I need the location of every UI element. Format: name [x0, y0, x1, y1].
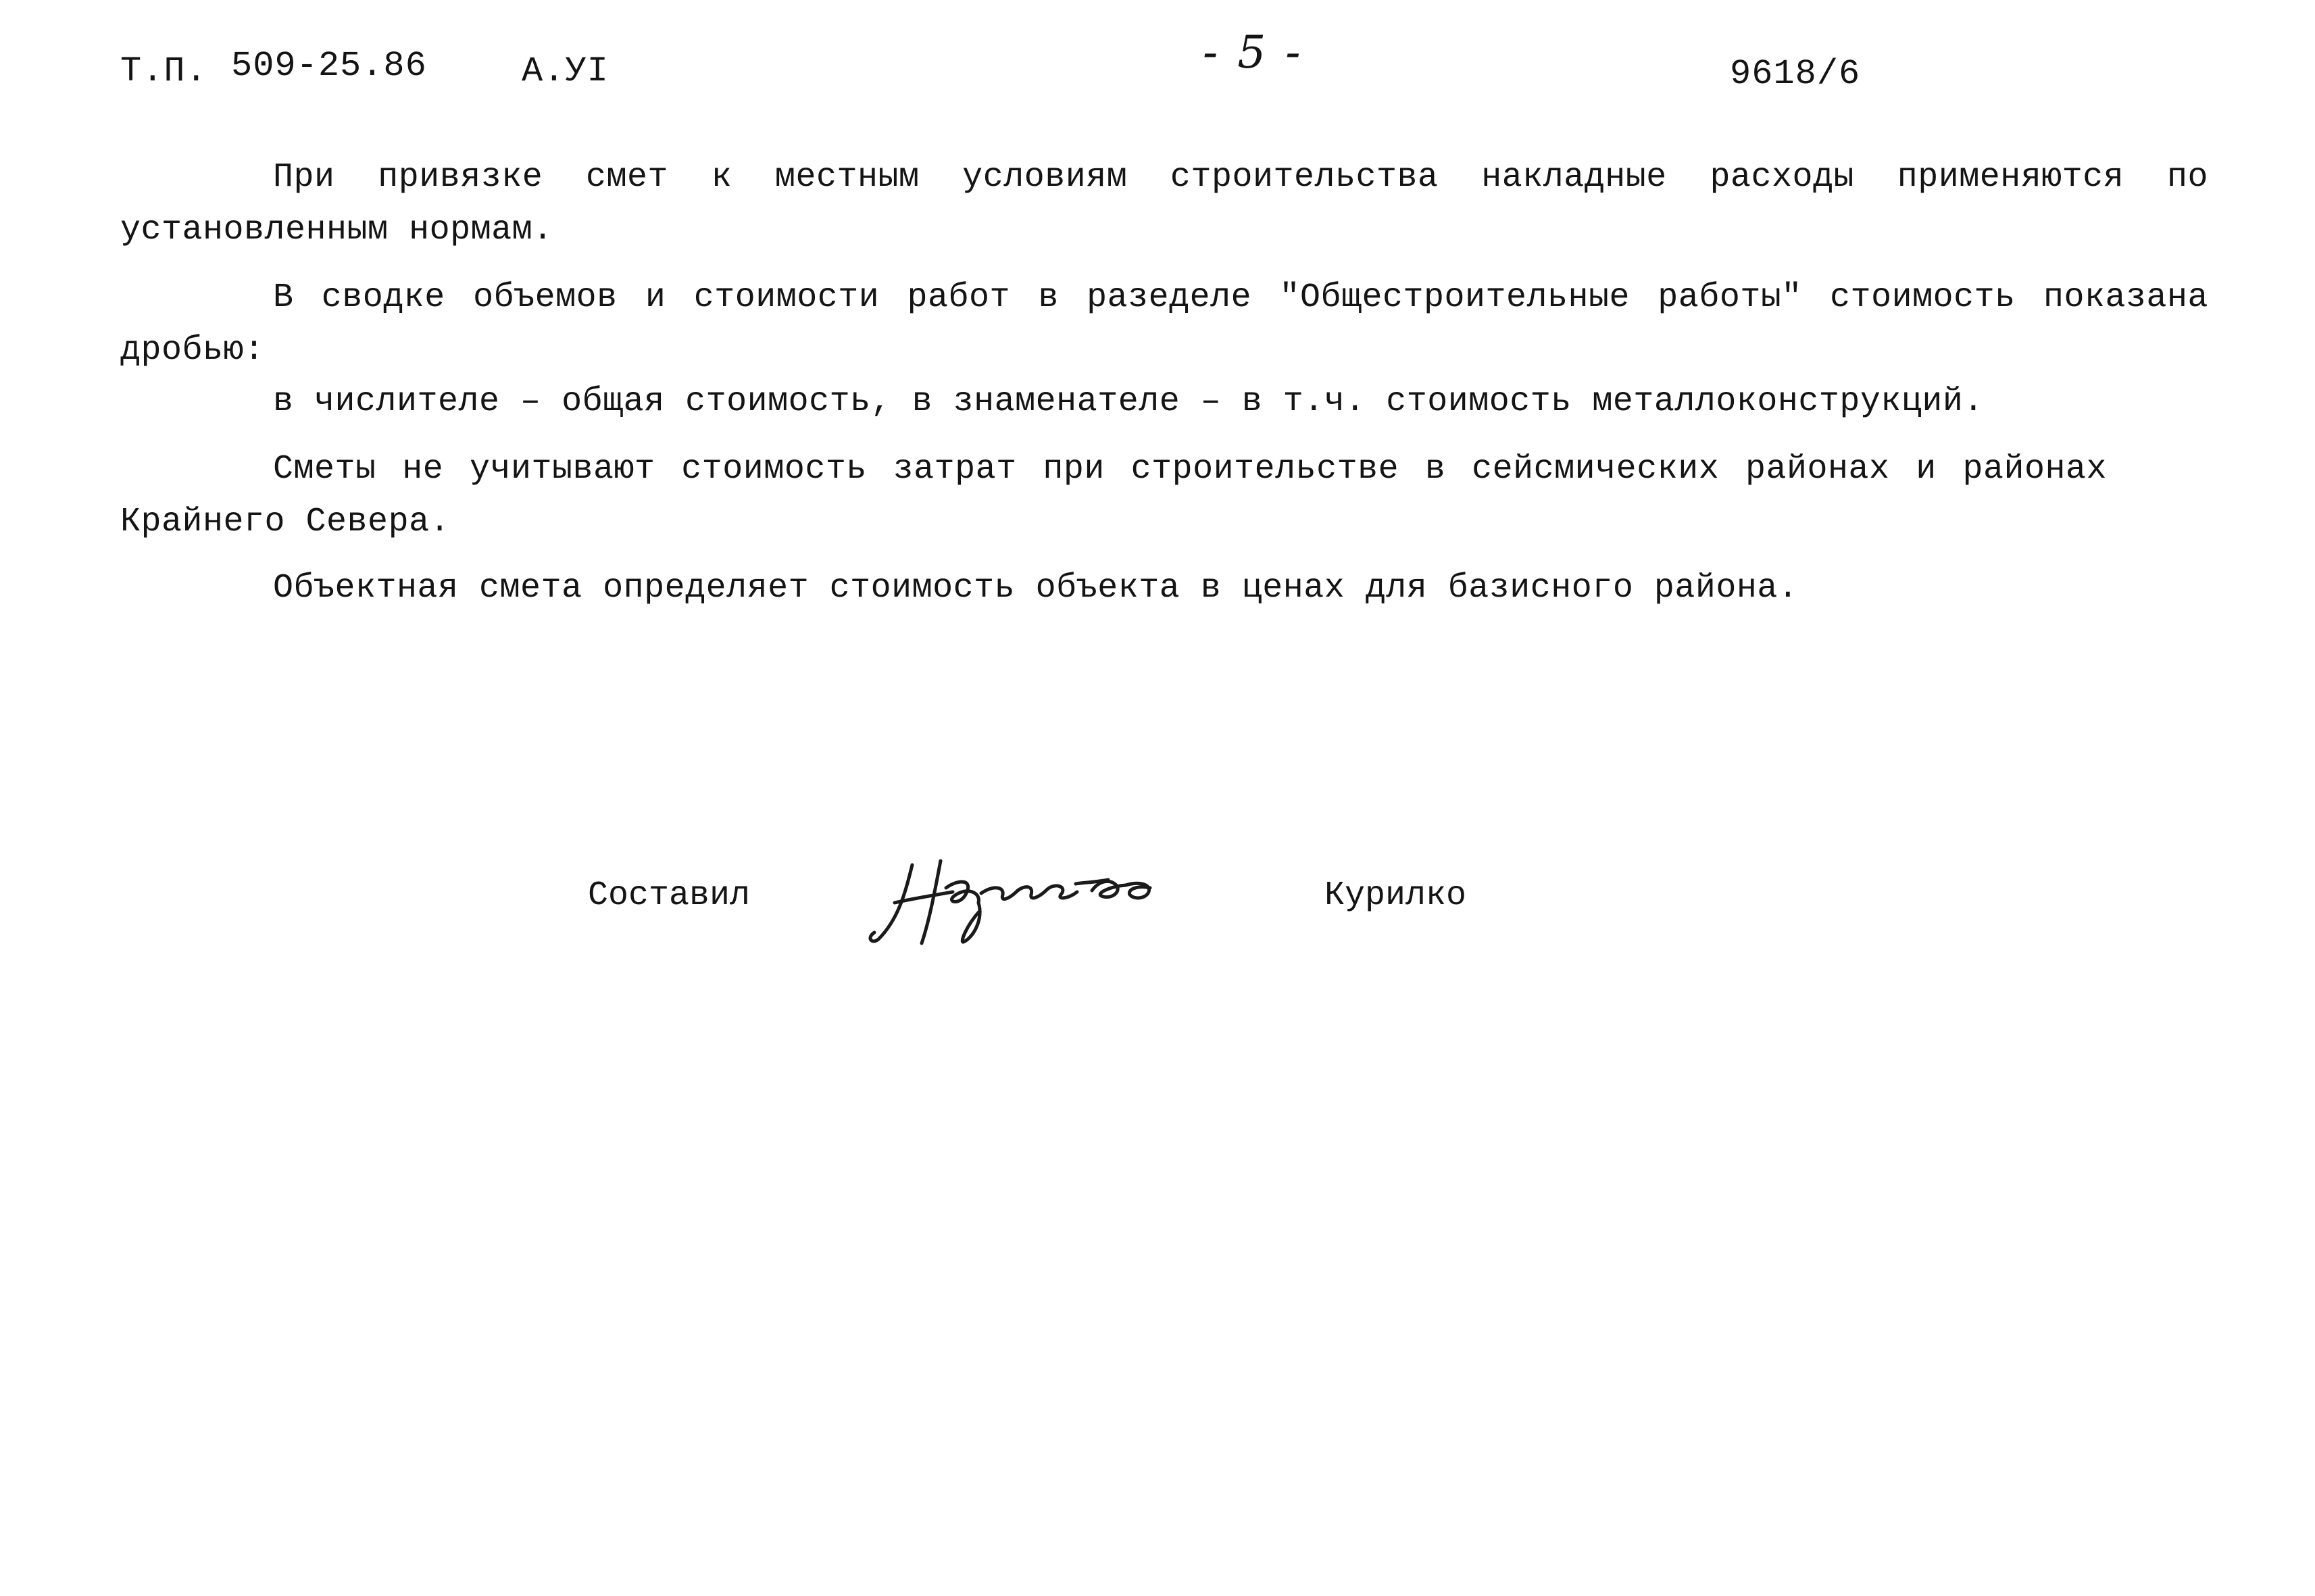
- paragraph-seismic-exclusion: Сметы не учитывают стоимость затрат при строительстве в сейсмических районах и районах Крайнего Севера.: [120, 450, 2107, 541]
- signature-label: Составил: [588, 876, 751, 915]
- signature-name: Курилко: [1324, 876, 1467, 915]
- paragraph-fraction-explanation: в числителе – общая стоимость, в знаменателе – в т.ч. стоимость металлоконструкций.: [273, 382, 1984, 421]
- paragraph-object-estimate: Объектная смета определяет стоимость объекта в ценах для базисного района.: [273, 569, 1799, 607]
- handwritten-signature: [865, 851, 1176, 953]
- header-series: Т.П.: [120, 51, 207, 91]
- page-number: - 5 -: [1203, 26, 1303, 78]
- header-project-number: 509-25.86: [231, 46, 427, 86]
- header-code: 9618/6: [1730, 54, 1861, 94]
- paragraph-overhead-costs: При привязке смет к местным условиям строительства накладные расходы применяются по установленным нормам.: [120, 158, 2208, 249]
- header-album: А.УI: [522, 51, 609, 91]
- paragraph-summary-section: В сводке объемов и стоимости работ в разеделе "Общестроительные работы" стоимость показана дробью:: [120, 278, 2208, 370]
